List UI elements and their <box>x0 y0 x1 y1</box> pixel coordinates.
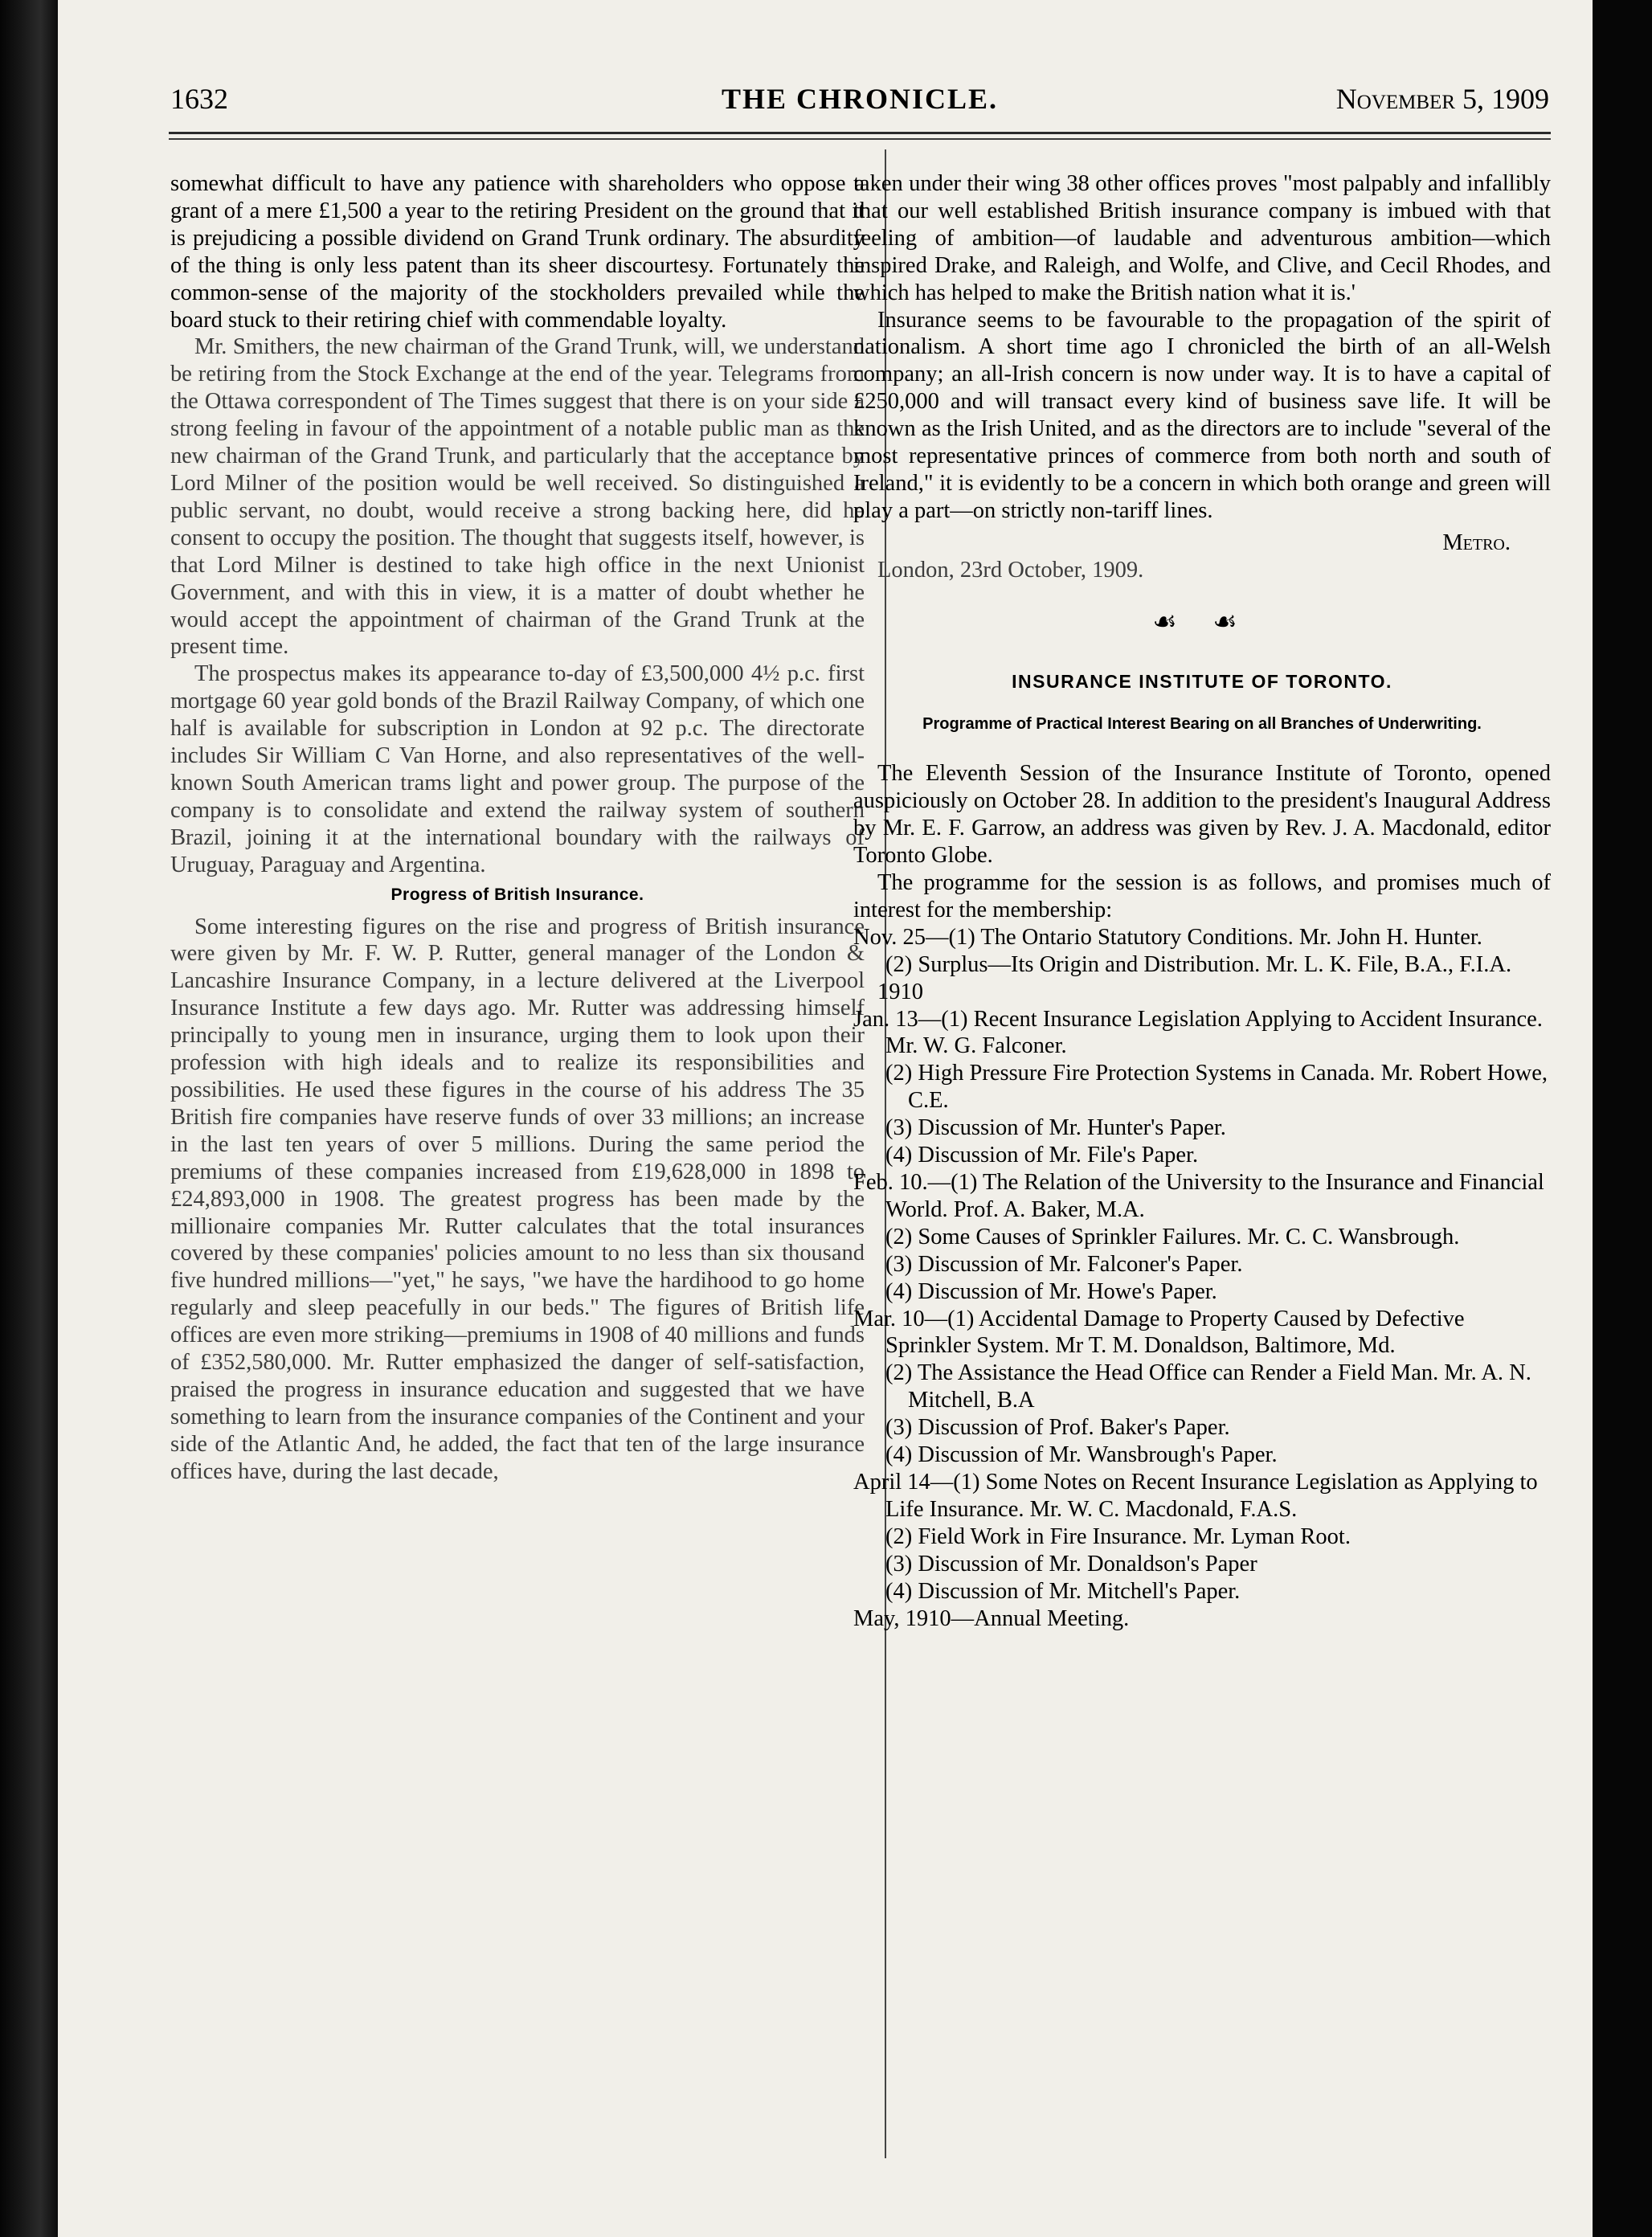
section-subheading: Programme of Practical Interest Bearing on all Branches of Underwriting. <box>922 715 1482 734</box>
programme-item: (2) Field Work in Fire Insurance. Mr. Lyman Root. <box>885 1523 1351 1549</box>
left-column <box>170 170 865 1486</box>
article-paragraph: The Eleventh Session of the Insurance Institute of Toronto, opened auspiciously on October 28. In addition to the president's Inaugural Address by Mr. E. F. Garrow, an address was given by Rev. J. A. Macdonald, editor Toronto Globe. <box>853 761 1551 869</box>
programme-item: Feb. 10.—(1) The Relation of the University to the Insurance and Financial World. Prof. A. Baker, M.A. <box>853 1170 1544 1222</box>
programme-item: (4) Discussion of Mr. Mitchell's Paper. <box>885 1578 1241 1604</box>
header-rule-thin <box>169 138 1551 140</box>
issue-date: November 5, 1909 <box>1335 83 1549 115</box>
programme-item: (3) Discussion of Mr. Donaldson's Paper <box>885 1551 1257 1577</box>
programme-item: (2) High Pressure Fire Protection Systems in Canada. Mr. Robert Howe, C.E. <box>885 1061 1548 1114</box>
programme-item: Nov. 25—(1) The Ontario Statutory Conditions. Mr. John H. Hunter. <box>853 924 1482 950</box>
author-signature: Metro. <box>1442 530 1511 555</box>
page-header <box>170 82 1549 127</box>
programme-item: (4) Discussion of Mr. Howe's Paper. <box>885 1278 1217 1304</box>
programme-item: (2) Surplus—Its Origin and Distribution. Mr. L. K. File, B.A., F.I.A. <box>885 951 1512 977</box>
section-heading: INSURANCE INSTITUTE OF TORONTO. <box>1012 671 1392 693</box>
programme-item: (3) Discussion of Mr. Falconer's Paper. <box>885 1251 1243 1277</box>
article-paragraph: The programme for the session is as follows, and promises much of interest for the membership: <box>853 870 1551 922</box>
article-paragraph: somewhat difficult to have any patience with shareholders who oppose a grant of a mere £1,500 a year to the retiring President on the ground that it is prejudicing a possible dividend on Grand Trunk ordinary. The absurdity of the thing is only less patent than its sheer discourtesy. Fortunately the common-sense of the majority of the stockholders prevailed while the board stuck to their retiring chief with commendable loyalty. <box>170 171 865 333</box>
ornament-divider: ☙ ☙ <box>1152 607 1252 637</box>
publication-title: THE CHRONICLE. <box>721 83 999 115</box>
book-spine-shadow <box>0 0 58 2237</box>
programme-item: 1910 <box>877 979 923 1004</box>
programme-list <box>853 924 1551 1633</box>
programme-item: (2) The Assistance the Head Office can Render a Field Man. Mr. A. N. Mitchell, B.A <box>885 1360 1531 1413</box>
article-paragraph: Some interesting figures on the rise and progress of British insurance were given by Mr. F. W. P. Rutter, general manager of the London & Lancashire Insurance Company, in a lecture delivered at the Liverpool Insurance Institute a few days ago. Mr. Rutter was addressing himself principally to young men in insurance, urging them to look upon their profession with high ideals and to realize its responsibilities and possibilities. He used these figures in the course of his address The 35 British fire companies have reserve funds of over 33 millions; an increase in the last ten years of over 5 millions. During the same period the premiums of these companies increased from £19,628,000 in 1898 to £24,893,000 in 1908. The greatest progress has been made by the millionaire companies Mr. Rutter calculates that the total insurances covered by these companies' policies amount to no less than six thousand five hundred millions—"yet," he says, "we have the hardihood to go home regularly and sleep peacefully in our beds." The figures of British life offices are even more striking—premiums in 1908 of 40 millions and funds of £352,580,000. Mr. Rutter emphasized the danger of self-satisfaction, praised the progress in insurance education and suggested that we have something to learn from the insurance companies of the Continent and your side of the Atlantic And, he added, the fact that ten of the large insurance offices have, during the last decade, <box>170 914 865 1484</box>
article-paragraph: Mr. Smithers, the new chairman of the Grand Trunk, will, we understand be retiring from the Stock Exchange at the end of the year. Telegrams from the Ottawa correspondent of The Times suggest that there is on your side a strong feeling in favour of the appointment of a notable public man as the new chairman of the Grand Trunk, and particularly that the acceptance by Lord Milner of the position would be well received. So distinguished a public servant, no doubt, would receive a strong backing here, did he consent to occupy the position. The thought that suggests itself, however, is that Lord Milner is destined to take high office in the next Unionist Government, and with this in view, it is a matter of doubt whether he would accept the appointment of chairman of the Grand Trunk at the present time. <box>170 334 865 660</box>
programme-item: (2) Some Causes of Sprinkler Failures. Mr. C. C. Wansbrough. <box>885 1224 1460 1249</box>
programme-item: (3) Discussion of Mr. Hunter's Paper. <box>885 1115 1226 1141</box>
article-paragraph: taken under their wing 38 other offices proves "most palpably and infallibly that our well established British insurance company is imbued with that feeling of ambition—of laudable and adventurous ambition—which inspired Drake, and Raleigh, and Wolfe, and Clive, and Cecil Rhodes, and which has helped to make the British nation what it is.' <box>853 171 1551 305</box>
programme-item: (3) Discussion of Prof. Baker's Paper. <box>885 1415 1230 1441</box>
programme-item: (4) Discussion of Mr. File's Paper. <box>885 1143 1199 1168</box>
page-number: 1632 <box>170 83 228 115</box>
right-column <box>853 170 1551 1632</box>
subheading: Progress of British Insurance. <box>391 885 644 904</box>
article-paragraph: Insurance seems to be favourable to the propagation of the spirit of nationalism. A short time ago I chronicled the birth of an all-Welsh company; an all-Irish concern is now under way. It is to have a capital of £250,000 and will transact every kind of business save life. It will be known as the Irish United, and as the directors are to include "several of the most representative princes of commerce from both north and south of Ireland," it is evidently to be a concern in which both orange and green will play a part—on strictly non-tariff lines. <box>853 307 1551 523</box>
programme-item: Jan. 13—(1) Recent Insurance Legislation Applying to Accident Insurance. Mr. W. G. Falconer. <box>853 1006 1543 1059</box>
scan-edge <box>1593 0 1652 2237</box>
programme-item: Mar. 10—(1) Accidental Damage to Property Caused by Defective Sprinkler System. Mr T. M. Donaldson, Baltimore, Md. <box>853 1306 1465 1359</box>
programme-item: (4) Discussion of Mr. Wansbrough's Paper. <box>885 1442 1278 1468</box>
dateline: London, 23rd October, 1909. <box>877 557 1144 583</box>
programme-item: May, 1910—Annual Meeting. <box>853 1605 1130 1631</box>
article-paragraph: The prospectus makes its appearance to-day of £3,500,000 4½ p.c. first mortgage 60 year gold bonds of the Brazil Railway Company, of which one half is available for subscription in London at 92 p.c. The directorate includes Sir William C Van Horne, and also representatives of the well-known South American trams light and power group. The purpose of the company is to consolidate and extend the railway system of southern Brazil, joining it at the international boundary with the railways of Uruguay, Paraguay and Argentina. <box>170 661 865 877</box>
programme-item: April 14—(1) Some Notes on Recent Insurance Legislation as Applying to Life Insurance. Mr. W. C. Macdonald, F.A.S. <box>853 1469 1538 1522</box>
header-rule <box>169 132 1551 134</box>
